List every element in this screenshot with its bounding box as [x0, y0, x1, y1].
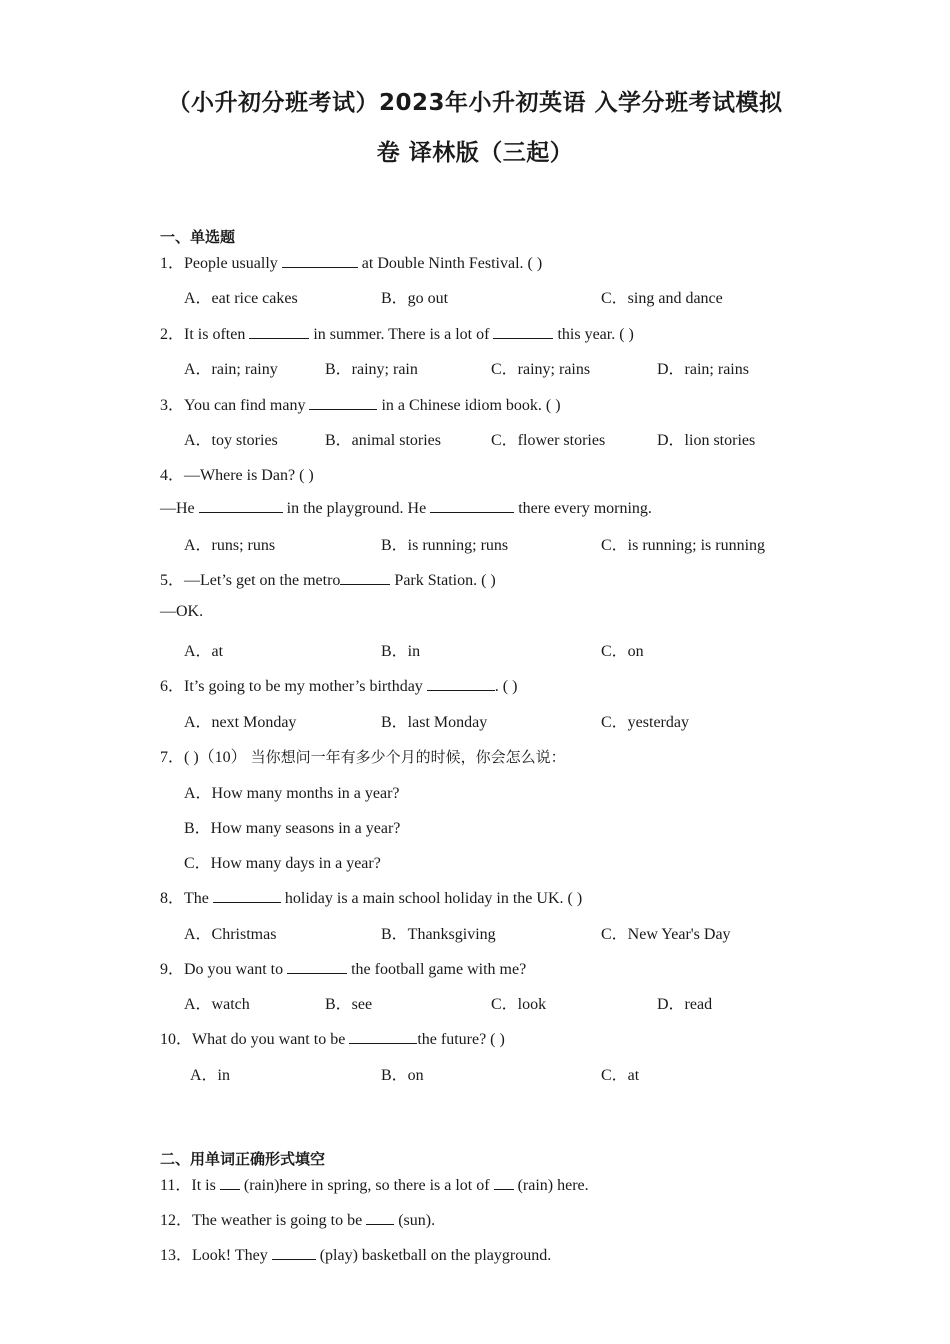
option-a[interactable]: A．at: [184, 643, 224, 660]
answer-blank[interactable]: [494, 1175, 514, 1190]
option-a[interactable]: A．runs; runs: [184, 537, 276, 554]
option-a[interactable]: A．next Monday: [184, 714, 297, 731]
option-b[interactable]: B．in: [381, 643, 421, 660]
question-8: [160, 885, 582, 908]
question-text: the football game with me?: [347, 961, 527, 978]
answer-blank[interactable]: [249, 324, 309, 339]
question-text: . ( ): [494, 678, 518, 695]
answer-blank[interactable]: [430, 498, 514, 513]
question-text: 13．Look! They: [160, 1247, 272, 1264]
question-text: 3．You can find many: [160, 397, 310, 414]
page-title-line-2: 卷 译林版（三起）: [376, 140, 574, 166]
option-b[interactable]: B．rainy; rain: [325, 361, 418, 378]
answer-blank[interactable]: [282, 253, 358, 268]
option-c[interactable]: C．is running; is running: [601, 537, 766, 554]
question-text: 5．—Let’s get on the metro: [160, 572, 341, 589]
option-d[interactable]: D．lion stories: [657, 432, 756, 449]
option-a[interactable]: A．How many months in a year?: [184, 785, 400, 802]
page-title-line-1: （小升初分班考试）2023年小升初英语 入学分班考试模拟: [167, 90, 783, 116]
option-c[interactable]: C．How many days in a year?: [184, 855, 381, 872]
question-12: [160, 1207, 435, 1230]
question-text: 12．The weather is going to be: [160, 1212, 367, 1229]
option-b[interactable]: B．animal stories: [325, 432, 441, 449]
answer-blank[interactable]: [493, 324, 553, 339]
option-b[interactable]: B．How many seasons in a year?: [184, 820, 401, 837]
question-text: 1．People usually: [160, 255, 282, 272]
question-2: [160, 321, 634, 344]
question-text: 10．What do you want to be: [160, 1031, 350, 1048]
option-c[interactable]: C．at: [601, 1067, 640, 1084]
question-text: at Double Ninth Festival. ( ): [357, 255, 543, 272]
answer-blank[interactable]: [220, 1175, 240, 1190]
answer-blank[interactable]: [287, 959, 347, 974]
question-5: [160, 567, 496, 590]
option-b[interactable]: B．Thanksgiving: [381, 926, 496, 943]
question-text: (sun).: [394, 1212, 436, 1229]
option-c[interactable]: C．sing and dance: [601, 290, 723, 307]
question-text: 7．( )（10）: [160, 749, 251, 766]
option-b[interactable]: B．last Monday: [381, 714, 488, 731]
option-c[interactable]: C．New Year's Day: [601, 926, 731, 943]
question-10: [160, 1026, 505, 1049]
option-c[interactable]: C．flower stories: [491, 432, 606, 449]
answer-blank[interactable]: [340, 570, 390, 585]
question-6: [160, 673, 517, 696]
option-c[interactable]: C．yesterday: [601, 714, 689, 731]
section-heading-fill-in: 二、用单词正确形式填空: [160, 1150, 326, 1168]
question-7: [160, 744, 566, 767]
option-c[interactable]: C．look: [491, 996, 547, 1013]
question-text: in a Chinese idiom book. ( ): [377, 397, 561, 414]
question-4-dialogue: [160, 498, 652, 518]
option-b[interactable]: B．see: [325, 996, 373, 1013]
option-b[interactable]: B．is running; runs: [381, 537, 509, 554]
option-c[interactable]: C．on: [601, 643, 644, 660]
question-text: 2．It is often: [160, 326, 250, 343]
answer-blank[interactable]: [213, 888, 281, 903]
section-heading-single-choice: 一、单选题: [160, 228, 236, 246]
question-4: 4．—Where is Dan? ( ): [160, 467, 314, 484]
question-3: [160, 392, 561, 415]
option-d[interactable]: D．rain; rains: [657, 361, 749, 378]
question-13: [160, 1242, 551, 1265]
option-a[interactable]: A．toy stories: [184, 432, 278, 449]
question-text: 6．It’s going to be my mother’s birthday: [160, 678, 427, 695]
question-text: 11．It is: [160, 1177, 220, 1194]
question-text: (play) basketball on the playground.: [315, 1247, 552, 1264]
question-text: in summer. There is a lot of: [309, 326, 494, 343]
option-a[interactable]: A．in: [190, 1067, 231, 1084]
option-b[interactable]: B．go out: [381, 290, 449, 307]
option-b[interactable]: B．on: [381, 1067, 424, 1084]
option-c[interactable]: C．rainy; rains: [491, 361, 591, 378]
question-text: in the playground. He: [282, 500, 431, 517]
option-a[interactable]: A．Christmas: [184, 926, 277, 943]
question-text: —He: [160, 500, 199, 517]
answer-blank[interactable]: [366, 1210, 394, 1225]
question-text: Park Station. ( ): [390, 572, 496, 589]
answer-blank[interactable]: [427, 676, 495, 691]
question-text: there every morning.: [514, 500, 652, 517]
question-text-chinese: 当你想问一年有多少个月的时候，你会怎么说：: [250, 748, 566, 766]
option-a[interactable]: A．rain; rainy: [184, 361, 278, 378]
answer-blank[interactable]: [349, 1029, 417, 1044]
question-text: (rain) here.: [513, 1177, 589, 1194]
question-11: [160, 1172, 589, 1195]
answer-blank[interactable]: [199, 498, 283, 513]
question-text: this year. ( ): [553, 326, 634, 343]
answer-blank[interactable]: [272, 1245, 316, 1260]
option-a[interactable]: A．watch: [184, 996, 250, 1013]
question-5-dialogue: —OK.: [160, 603, 204, 620]
question-text: holiday is a main school holiday in the UK. ( ): [280, 890, 583, 907]
question-text: (rain)here in spring, so there is a lot of: [239, 1177, 494, 1194]
question-text: 9．Do you want to: [160, 961, 288, 978]
question-1: [160, 250, 542, 273]
answer-blank[interactable]: [309, 395, 377, 410]
option-d[interactable]: D．read: [657, 996, 713, 1013]
question-9: [160, 956, 526, 979]
option-a[interactable]: A．eat rice cakes: [184, 290, 298, 307]
question-text: the future? ( ): [417, 1031, 505, 1048]
question-text: 8．The: [160, 890, 213, 907]
